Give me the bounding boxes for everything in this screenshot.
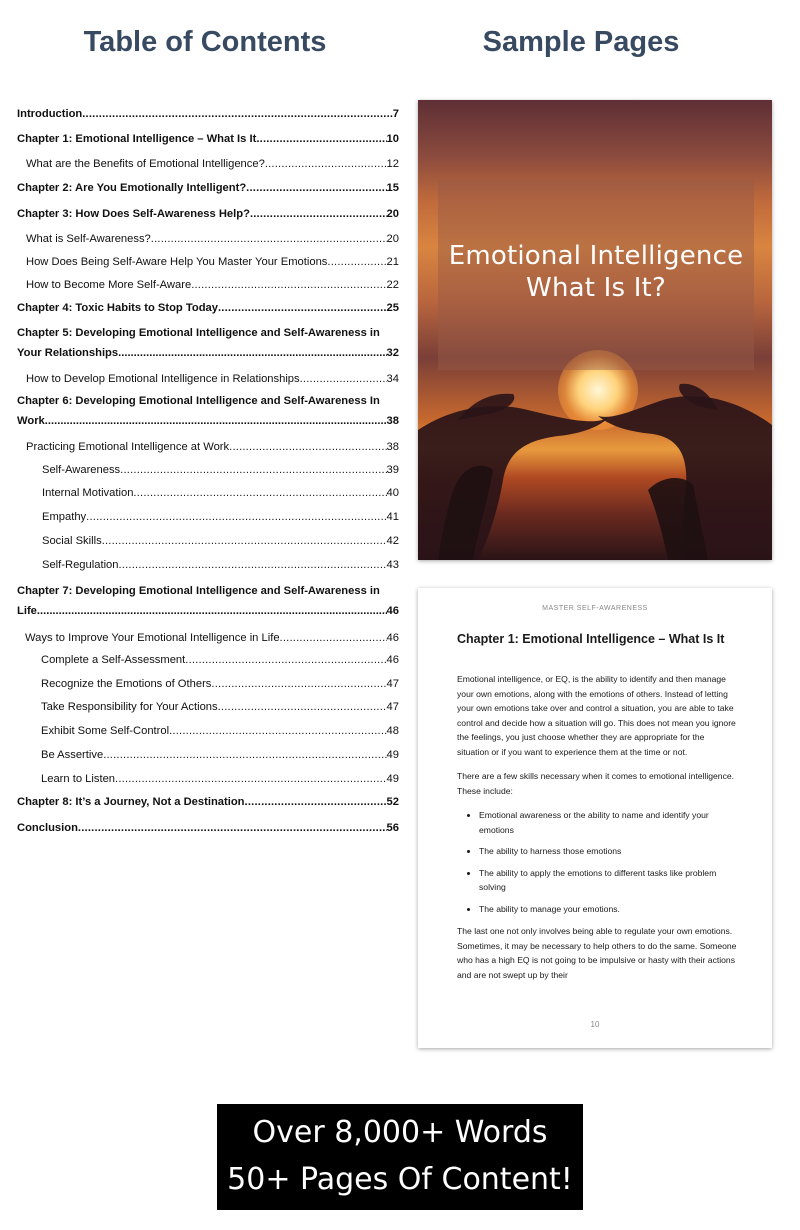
toc-entry-label: Exhibit Some Self-Control	[41, 725, 170, 737]
toc-leader-dots	[256, 132, 386, 146]
toc-entry-label: Life	[17, 605, 37, 617]
toc-leader-dots	[300, 372, 387, 386]
toc-leader-dots	[103, 748, 386, 762]
toc-entry	[17, 631, 399, 645]
toc-entry-label: Be Assertive	[41, 749, 104, 761]
toc-leader-dots	[120, 463, 386, 477]
cover-title	[438, 240, 754, 304]
toc-page-number: 48	[386, 725, 399, 737]
toc-page-number: 40	[386, 487, 399, 499]
toc-entry	[17, 748, 399, 762]
toc-entry-label: Chapter 4: Toxic Habits to Stop Today	[17, 302, 218, 314]
toc-entry-label: What are the Benefits of Emotional Intelligence?	[26, 158, 265, 170]
toc-entry-label: Chapter 1: Emotional Intelligence – What Is It	[17, 133, 257, 145]
toc-leader-dots	[265, 157, 387, 171]
toc-entry	[17, 772, 399, 786]
toc-leader-dots	[82, 107, 393, 121]
toc-entry-label: Take Responsibility for Your Actions	[41, 701, 218, 713]
toc-entry	[17, 653, 399, 667]
bullet-list	[457, 808, 737, 916]
toc-leader-dots	[250, 207, 387, 221]
toc-leader-dots	[229, 440, 386, 454]
toc-page-number: 46	[386, 632, 399, 644]
toc-page-number: 32	[386, 347, 399, 359]
toc-page-number: 47	[386, 701, 399, 713]
list-item: • The ability to manage your emotions.	[479, 902, 737, 917]
toc-leader-dots	[151, 232, 387, 246]
toc-leader-dots	[37, 604, 387, 618]
page-running-header: MASTER SELF-AWARENESS	[542, 605, 648, 612]
toc-page-number: 41	[386, 511, 399, 523]
toc-entry	[17, 584, 399, 618]
toc-entry-label: Chapter 7: Developing Emotional Intelligence and Self-Awareness in	[17, 585, 380, 597]
toc-entry-label: Chapter 6: Developing Emotional Intelligence and Self-Awareness In	[17, 395, 380, 407]
toc-leader-dots	[246, 181, 386, 195]
toc-entry	[17, 107, 399, 121]
toc-leader-dots	[102, 534, 387, 548]
banner-words-count: Over 8,000+ Words	[252, 1115, 548, 1150]
toc-entry-label: Practicing Emotional Intelligence at Work	[26, 441, 230, 453]
toc-page-number: 12	[386, 158, 399, 170]
toc-page-number: 25	[386, 302, 399, 314]
toc-leader-dots	[280, 631, 387, 645]
toc-entry	[17, 207, 399, 221]
toc-leader-dots	[327, 255, 386, 269]
toc-entry	[17, 677, 399, 691]
sample-pages-heading: Sample Pages	[482, 26, 680, 58]
toc-leader-dots	[191, 278, 386, 292]
hands-silhouette	[418, 370, 772, 560]
toc-page-number: 10	[386, 133, 399, 145]
toc-leader-dots	[211, 677, 386, 691]
toc-entry	[17, 232, 399, 246]
toc-entry	[17, 157, 399, 171]
toc-page-number: 42	[386, 535, 399, 547]
toc-entry	[17, 394, 399, 428]
toc-leader-dots	[118, 346, 386, 360]
toc-entry	[17, 700, 399, 714]
toc-entry-label: How to Develop Emotional Intelligence in Relationships	[26, 373, 300, 385]
toc-entry	[17, 326, 399, 360]
toc-entry-label: How to Become More Self-Aware	[26, 279, 192, 291]
toc-entry-label: Chapter 8: It’s a Journey, Not a Destination	[17, 796, 245, 808]
toc-entry	[17, 440, 399, 454]
toc-entry-label: Chapter 3: How Does Self-Awareness Help?	[17, 208, 250, 220]
toc-page-number: 34	[386, 373, 399, 385]
toc-page-number: 49	[386, 773, 399, 785]
paragraph: Emotional intelligence, or EQ, is the ability to identify and then manage your own emotions, along with the emotions of others. Instead of letting your own emotions take over and control a situation, you are able to take control and decide how a situation will go. This does not mean you ignore the feelings, you just choose whether they are appropriate for the situation or if you want to experience them at the time or not.	[457, 674, 736, 757]
toc-page-number: 21	[386, 256, 399, 268]
toc-page-number: 7	[392, 108, 399, 120]
toc-leader-dots	[78, 821, 387, 835]
toc-entry	[17, 278, 399, 292]
toc-entry-label: Chapter 2: Are You Emotionally Intelligent?	[17, 182, 247, 194]
toc-page-number: 56	[386, 822, 399, 834]
toc-entry-label: How Does Being Self-Aware Help You Master Your Emotions	[26, 256, 328, 268]
toc-entry	[17, 463, 399, 477]
page-number: 10	[590, 1020, 600, 1029]
page-body	[457, 672, 737, 992]
toc-leader-dots	[245, 795, 387, 809]
toc-entry-label: What is Self-Awareness?	[26, 233, 151, 245]
toc-entry	[17, 724, 399, 738]
toc-entry-label: Work	[17, 415, 45, 427]
toc-entry	[17, 558, 399, 572]
toc-entry-label: Recognize the Emotions of Others	[41, 678, 212, 690]
toc-leader-dots	[169, 724, 386, 738]
cover-title-line1: Emotional Intelligence	[448, 241, 744, 271]
toc-entry	[17, 795, 399, 809]
toc-leader-dots	[115, 772, 387, 786]
list-item: • Emotional awareness or the ability to name and identify your emotions	[479, 808, 737, 837]
toc-entry-label: Introduction	[17, 108, 83, 120]
toc-page-number: 49	[386, 749, 399, 761]
toc-entry	[17, 255, 399, 269]
toc-leader-dots	[119, 558, 387, 572]
toc-page-number: 38	[386, 415, 399, 427]
chapter-title: Chapter 1: Emotional Intelligence – What Is It	[457, 632, 725, 646]
toc-page-number: 39	[386, 464, 399, 476]
toc-entry-label: Self-Regulation	[42, 559, 119, 571]
sample-page	[418, 588, 772, 1048]
promo-banner	[217, 1104, 583, 1210]
toc-entry-label: Conclusion	[17, 822, 78, 834]
toc-leader-dots	[218, 700, 387, 714]
list-item: • The ability to harness those emotions	[479, 844, 737, 859]
toc-entry-label: Social Skills	[42, 535, 102, 547]
toc-entry-label: Your Relationships	[17, 347, 119, 359]
toc-page-number: 38	[386, 441, 399, 453]
toc-entry-label: Self-Awareness	[42, 464, 121, 476]
toc-leader-dots	[218, 301, 387, 315]
toc-entry	[17, 534, 399, 548]
toc-entry-label: Complete a Self-Assessment	[41, 654, 186, 666]
toc-heading: Table of Contents	[83, 26, 327, 58]
toc-page-number: 47	[386, 678, 399, 690]
toc-leader-dots	[45, 414, 387, 428]
cover-title-line2: What Is It?	[526, 273, 666, 303]
toc-leader-dots	[133, 486, 386, 500]
toc-page-number: 43	[386, 559, 399, 571]
toc-entry	[17, 510, 399, 524]
toc-leader-dots	[86, 510, 386, 524]
toc-entry	[17, 372, 399, 386]
toc-entry	[17, 301, 399, 315]
paragraph: There are a few skills necessary when it comes to emotional intelligence. These include:	[457, 771, 735, 796]
banner-pages-count: 50+ Pages Of Content!	[227, 1162, 573, 1197]
toc-entry	[17, 486, 399, 500]
toc-entry	[17, 821, 399, 835]
toc-entry-label: Internal Motivation	[42, 487, 134, 499]
paragraph: The last one not only involves being able to regulate your own emotions. Sometimes, it may be necessary to help others to do the same. Someone who has a high EQ is not going to be impulsive or hasty with their actions and are not swept up by their	[457, 926, 737, 980]
toc-page-number: 22	[386, 279, 399, 291]
toc-leader-dots	[185, 653, 386, 667]
book-cover-image	[418, 100, 772, 560]
toc-entry	[17, 181, 399, 195]
toc-page-number: 15	[386, 182, 399, 194]
toc-entry	[17, 132, 399, 146]
toc-entry-label: Empathy	[42, 511, 87, 523]
toc-entry-label: Learn to Listen	[41, 773, 116, 785]
toc-page-number: 46	[386, 605, 399, 617]
toc-entry-label: Ways to Improve Your Emotional Intelligence in Life	[25, 632, 280, 644]
list-item: • The ability to apply the emotions to different tasks like problem solving	[479, 866, 737, 895]
toc-entry-label: Chapter 5: Developing Emotional Intelligence and Self-Awareness in	[17, 327, 380, 339]
toc-page-number: 52	[386, 796, 399, 808]
toc-page-number: 20	[386, 233, 399, 245]
toc-page-number: 46	[386, 654, 399, 666]
toc-page-number: 20	[386, 208, 399, 220]
